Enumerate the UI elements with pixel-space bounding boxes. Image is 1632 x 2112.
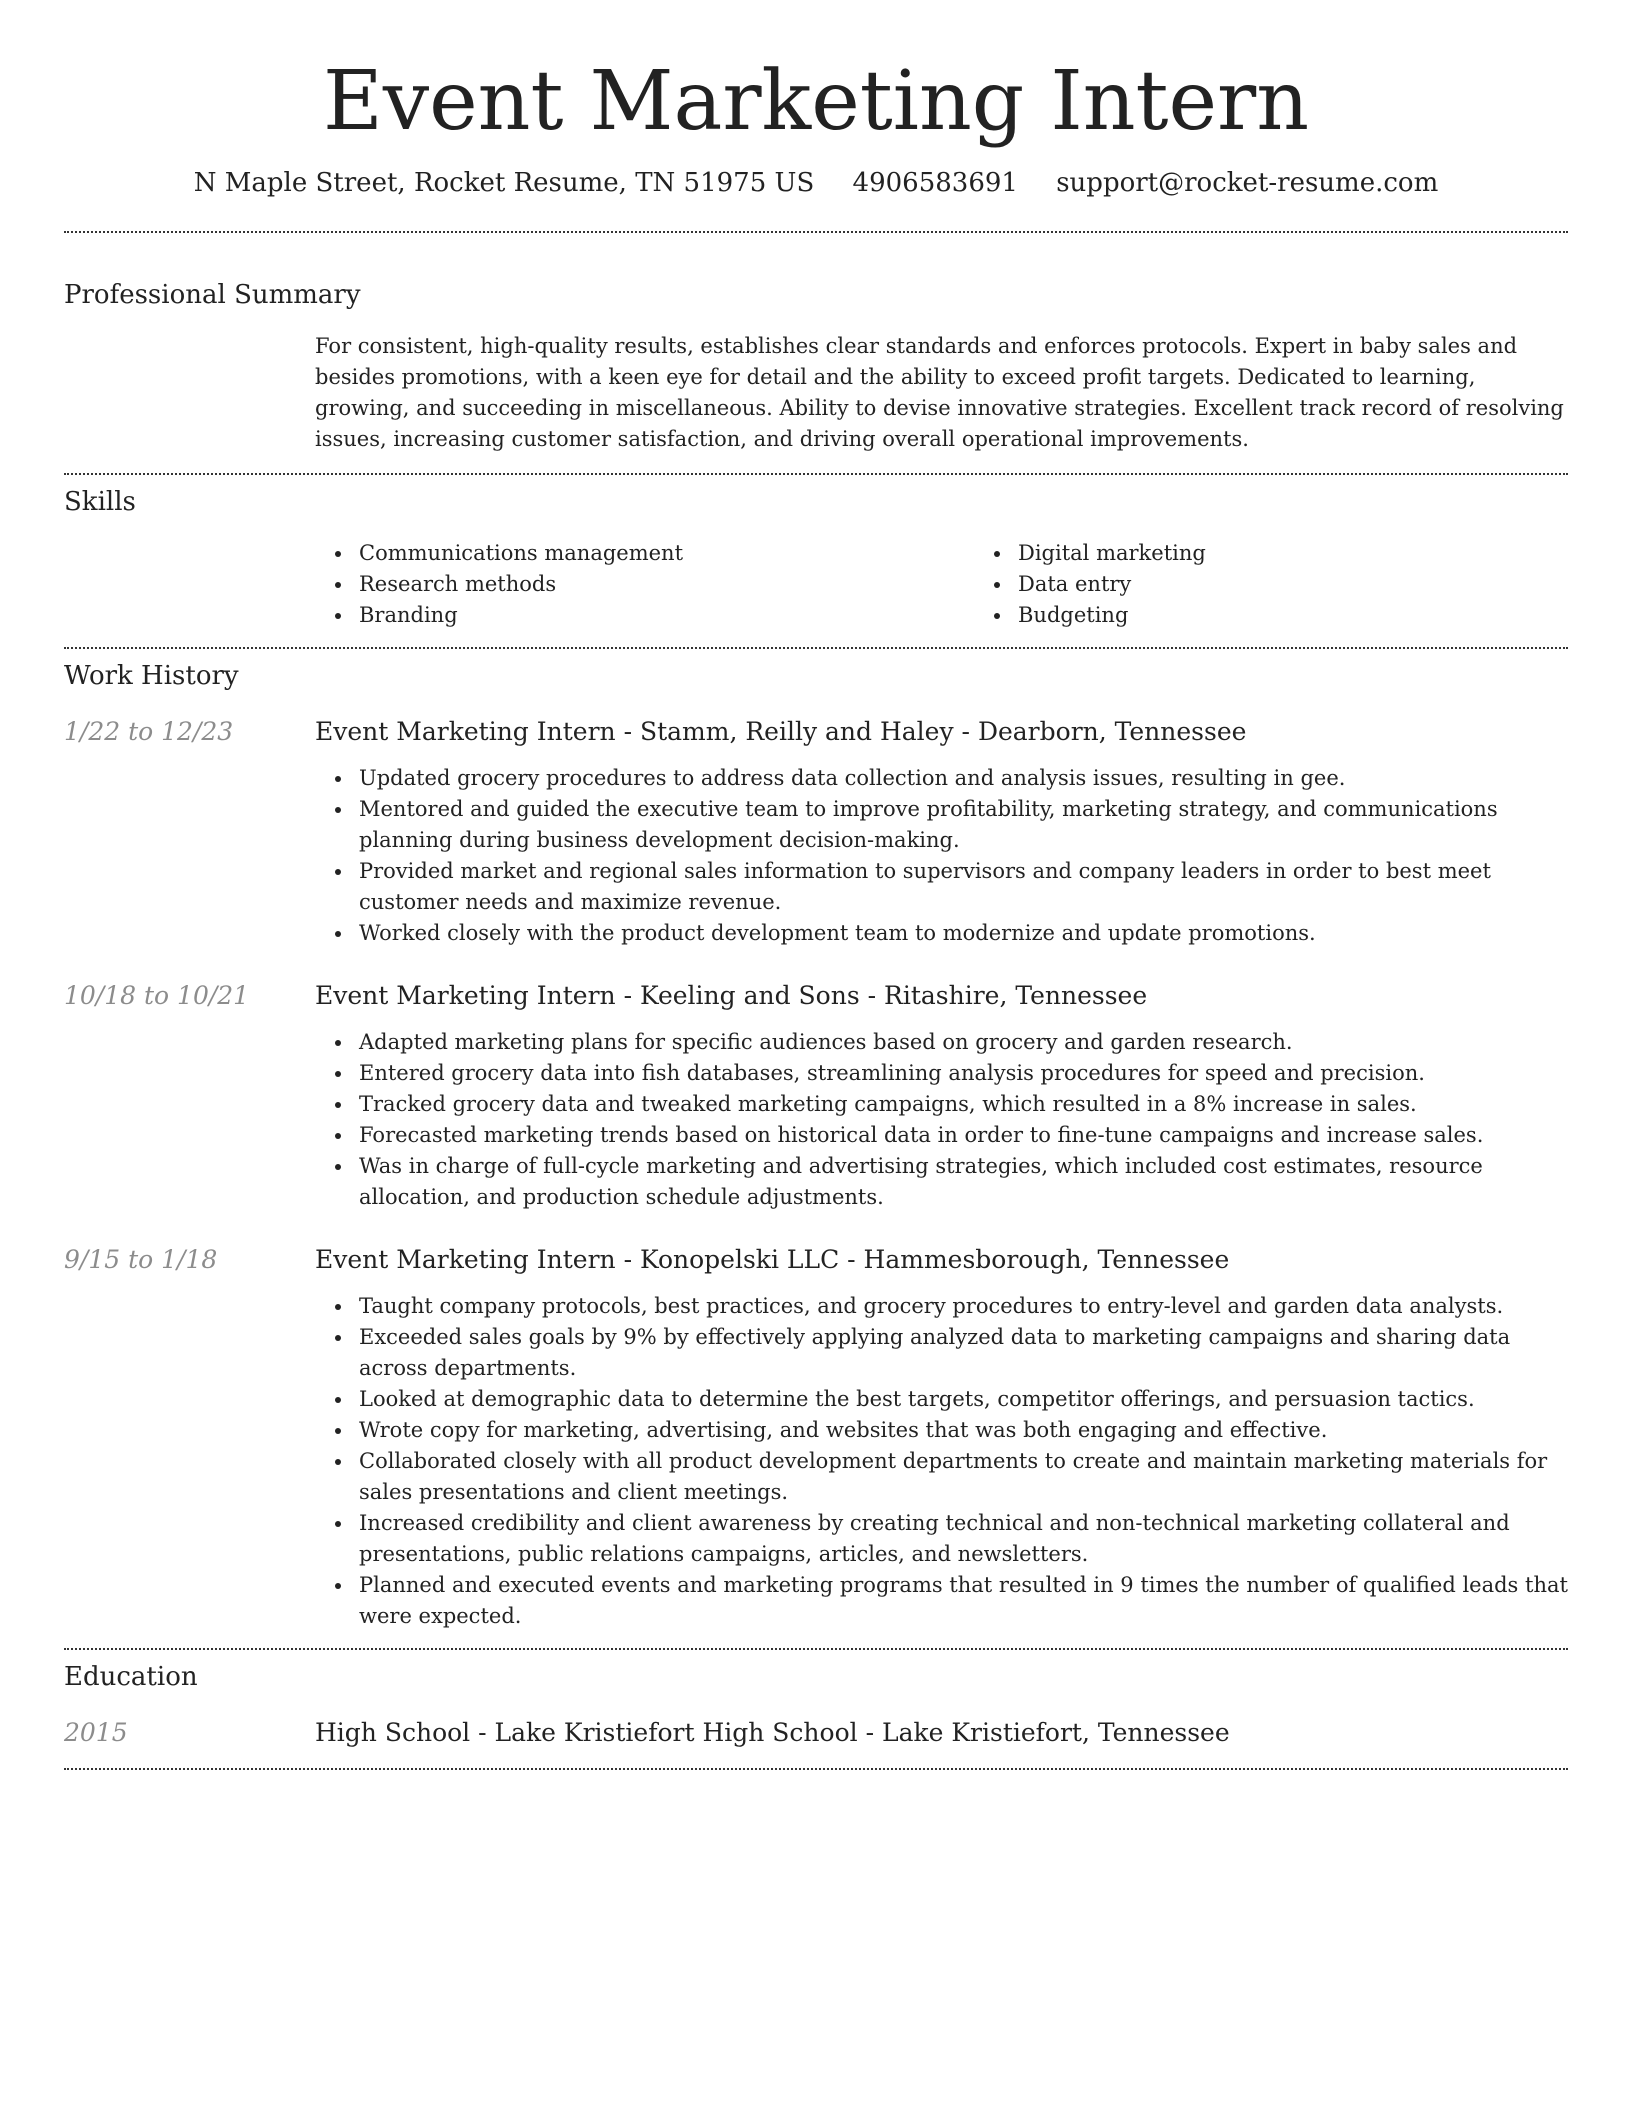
skill-item: Data entry — [1018, 569, 1632, 600]
work-history-heading: Work History — [64, 661, 239, 691]
education-year: 2015 — [64, 1718, 128, 1747]
contact-email: support@rocket-resume.com — [1056, 168, 1439, 198]
work-history-section — [64, 659, 1568, 1632]
job-bullet: Increased credibility and client awareness by creating technical and non-technical marketing collateral and presentations, public relations campaigns, articles, and newsletters. — [359, 1508, 1568, 1570]
skills-section — [64, 485, 1568, 631]
job-bullet: Provided market and regional sales information to supervisors and company leaders in order to best meet customer needs and maximize revenue. — [359, 856, 1568, 918]
skill-item: Digital marketing — [1018, 538, 1632, 569]
job-bullet: Planned and executed events and marketing programs that resulted in 9 times the number of qualified leads that were expected. — [359, 1570, 1568, 1632]
section-divider — [64, 473, 1568, 475]
skill-item: Communications management — [359, 538, 974, 569]
job-bullets — [315, 1291, 1568, 1632]
section-divider — [64, 647, 1568, 649]
contact-address: N Maple Street, Rocket Resume, TN 51975 US — [193, 168, 815, 198]
job-entry — [64, 1243, 1568, 1632]
education-entry — [64, 1716, 1568, 1750]
job-bullet: Looked at demographic data to determine the best targets, competitor offerings, and persuasion tactics. — [359, 1384, 1568, 1415]
job-bullet: Was in charge of full-cycle marketing and advertising strategies, which included cost estimates, resource allocation, and production schedule adjustments. — [359, 1151, 1568, 1213]
job-bullet: Tracked grocery data and tweaked marketing campaigns, which resulted in a 8% increase in sales. — [359, 1089, 1568, 1120]
summary-text: For consistent, high-quality results, establishes clear standards and enforces protocols. Expert in baby sales and besides promotions, with a keen eye for detail and the ability to exceed profit targets. Dedicated to learning, growing, and succeeding in miscellaneous. Ability to devise innovative strategies. Excellent track record of resolving issues, increasing customer satisfaction, and driving overall operational improvements. — [315, 334, 1564, 451]
section-divider — [64, 1768, 1568, 1770]
job-bullet: Updated grocery procedures to address data collection and analysis issues, resulting in gee. — [359, 763, 1568, 794]
skill-item: Branding — [359, 600, 974, 631]
job-dates: 1/22 to 12/23 — [64, 717, 234, 746]
skills-column-right — [974, 538, 1632, 631]
section-divider — [64, 1648, 1568, 1650]
job-bullet: Taught company protocols, best practices, and grocery procedures to entry-level and garden data analysts. — [359, 1291, 1568, 1322]
job-bullet: Mentored and guided the executive team to improve profitability, marketing strategy, and communications planning during business development decision-making. — [359, 794, 1568, 856]
job-bullets — [315, 1027, 1568, 1213]
job-entry — [64, 715, 1568, 949]
job-dates: 9/15 to 1/18 — [64, 1245, 218, 1274]
job-entry — [64, 979, 1568, 1213]
job-bullet: Forecasted marketing trends based on historical data in order to fine-tune campaigns and increase sales. — [359, 1120, 1568, 1151]
job-bullet: Worked closely with the product development team to modernize and update promotions. — [359, 918, 1568, 949]
job-dates: 10/18 to 10/21 — [64, 981, 250, 1010]
job-bullets — [315, 763, 1568, 949]
education-details: High School - Lake Kristiefort High School - Lake Kristiefort, Tennessee — [315, 1718, 1230, 1747]
section-divider — [64, 231, 1568, 233]
skills-heading: Skills — [64, 487, 136, 517]
skills-list — [315, 538, 1568, 631]
job-bullet: Wrote copy for marketing, advertising, and websites that was both engaging and effective. — [359, 1415, 1568, 1446]
skills-column-left — [315, 538, 974, 631]
contact-phone: 4906583691 — [852, 168, 1018, 198]
job-bullet: Entered grocery data into fish databases, streamlining analysis procedures for speed and precision. — [359, 1058, 1568, 1089]
job-bullet: Exceeded sales goals by 9% by effectively applying analyzed data to marketing campaigns and sharing data across departments. — [359, 1322, 1568, 1384]
summary-heading: Professional Summary — [64, 280, 361, 310]
job-title: Event Marketing Intern - Stamm, Reilly and Haley - Dearborn, Tennessee — [315, 717, 1247, 746]
education-heading: Education — [64, 1662, 198, 1692]
education-section — [64, 1660, 1568, 1750]
job-bullet: Collaborated closely with all product development departments to create and maintain marketing materials for sales presentations and client meetings. — [359, 1446, 1568, 1508]
skill-item: Research methods — [359, 569, 974, 600]
job-title: Event Marketing Intern - Konopelski LLC - Hammesborough, Tennessee — [315, 1245, 1230, 1274]
resume-name: Event Marketing Intern — [322, 54, 1310, 149]
job-title: Event Marketing Intern - Keeling and Sons - Ritashire, Tennessee — [315, 981, 1148, 1010]
skill-item: Budgeting — [1018, 600, 1632, 631]
contact-line — [64, 166, 1568, 200]
summary-section — [64, 278, 1568, 455]
job-bullet: Adapted marketing plans for specific audiences based on grocery and garden research. — [359, 1027, 1568, 1058]
resume-page — [64, 0, 1568, 1770]
